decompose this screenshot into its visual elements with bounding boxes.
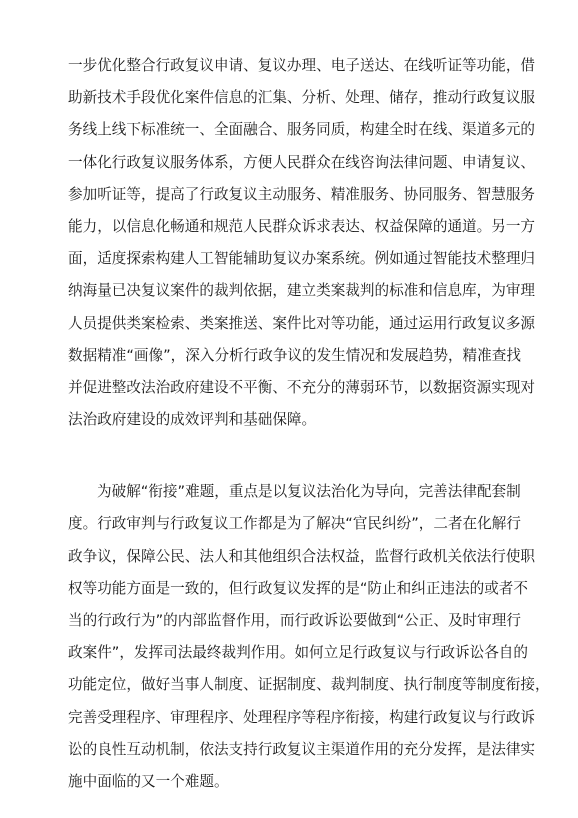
text-line: 当的行政行为”的内部监督作用，而行政诉讼要做到“公正、及时审理行	[68, 612, 521, 629]
text-line: 为破解“衔接”难题，重点是以复议法治化为导向，完善法律配套制	[97, 483, 521, 501]
text-line: 并促进整改法治政府建设不平衡、不充分的薄弱环节，以数据资源实现对	[68, 378, 536, 396]
text-line: 纳海量已决复议案件的裁判依据，建立类案裁判的标准和信息库，为审理	[68, 282, 536, 300]
text-line: 一体化行政复议服务体系，方便人民群众在线咨询法律问题、申请复议、	[68, 153, 536, 171]
text-line: 面，适度探索构建人工智能辅助复议办案系统。例如通过智能技术整理归	[68, 250, 536, 268]
text-line: 人员提供类案检索、类案推送、案件比对等功能，通过运用行政复议多源	[68, 314, 536, 332]
text-line: 讼的良性互动机制，依法支持行政复议主渠道作用的充分发挥，是法律实	[68, 740, 536, 758]
text-line: 助新技术手段优化案件信息的汇集、分析、处理、储存，推动行政复议服	[68, 89, 536, 107]
paragraph-2	[68, 476, 550, 798]
text-line: 政争议，保障公民、法人和其他组织合法权益，监督行政机关依法行使职	[68, 547, 536, 565]
text-line: 施中面临的又一个难题。	[68, 772, 229, 790]
document-body	[68, 50, 550, 798]
text-line: 一步优化整合行政复议申请、复议办理、电子送达、在线听证等功能，借	[68, 57, 536, 74]
text-line: 参加听证等，提高了行政复议主动服务、精准服务、协同服务、智慧服务	[68, 185, 536, 203]
text-line: 功能定位，做好当事人制度、证据制度、裁判制度、执行制度等制度衔接，	[68, 676, 550, 694]
text-line: 度。行政审判与行政复议工作都是为了解决“官民纠纷”，二者在化解行	[68, 515, 521, 533]
paragraph-1	[68, 50, 536, 436]
text-line: 数据精准“画像”，深入分析行政争议的发生情况和发展趋势，精准查找	[68, 346, 521, 364]
text-line: 法治政府建设的成效评判和基础保障。	[68, 411, 317, 429]
text-line: 权等功能方面是一致的，但行政复议发挥的是“防止和纠正违法的或者不	[68, 579, 528, 597]
paragraph-gap	[68, 436, 512, 476]
text-line: 完善受理程序、审理程序、处理程序等程序衔接，构建行政复议与行政诉	[68, 708, 536, 726]
text-line: 务线上线下标准统一、全面融合、服务同质，构建全时在线、渠道多元的	[68, 121, 536, 139]
text-line: 政案件”，发挥司法最终裁判作用。如何立足行政复议与行政诉讼各自的	[68, 644, 528, 662]
text-line: 能力，以信息化畅通和规范人民群众诉求表达、权益保障的通道。另一方	[68, 217, 536, 235]
